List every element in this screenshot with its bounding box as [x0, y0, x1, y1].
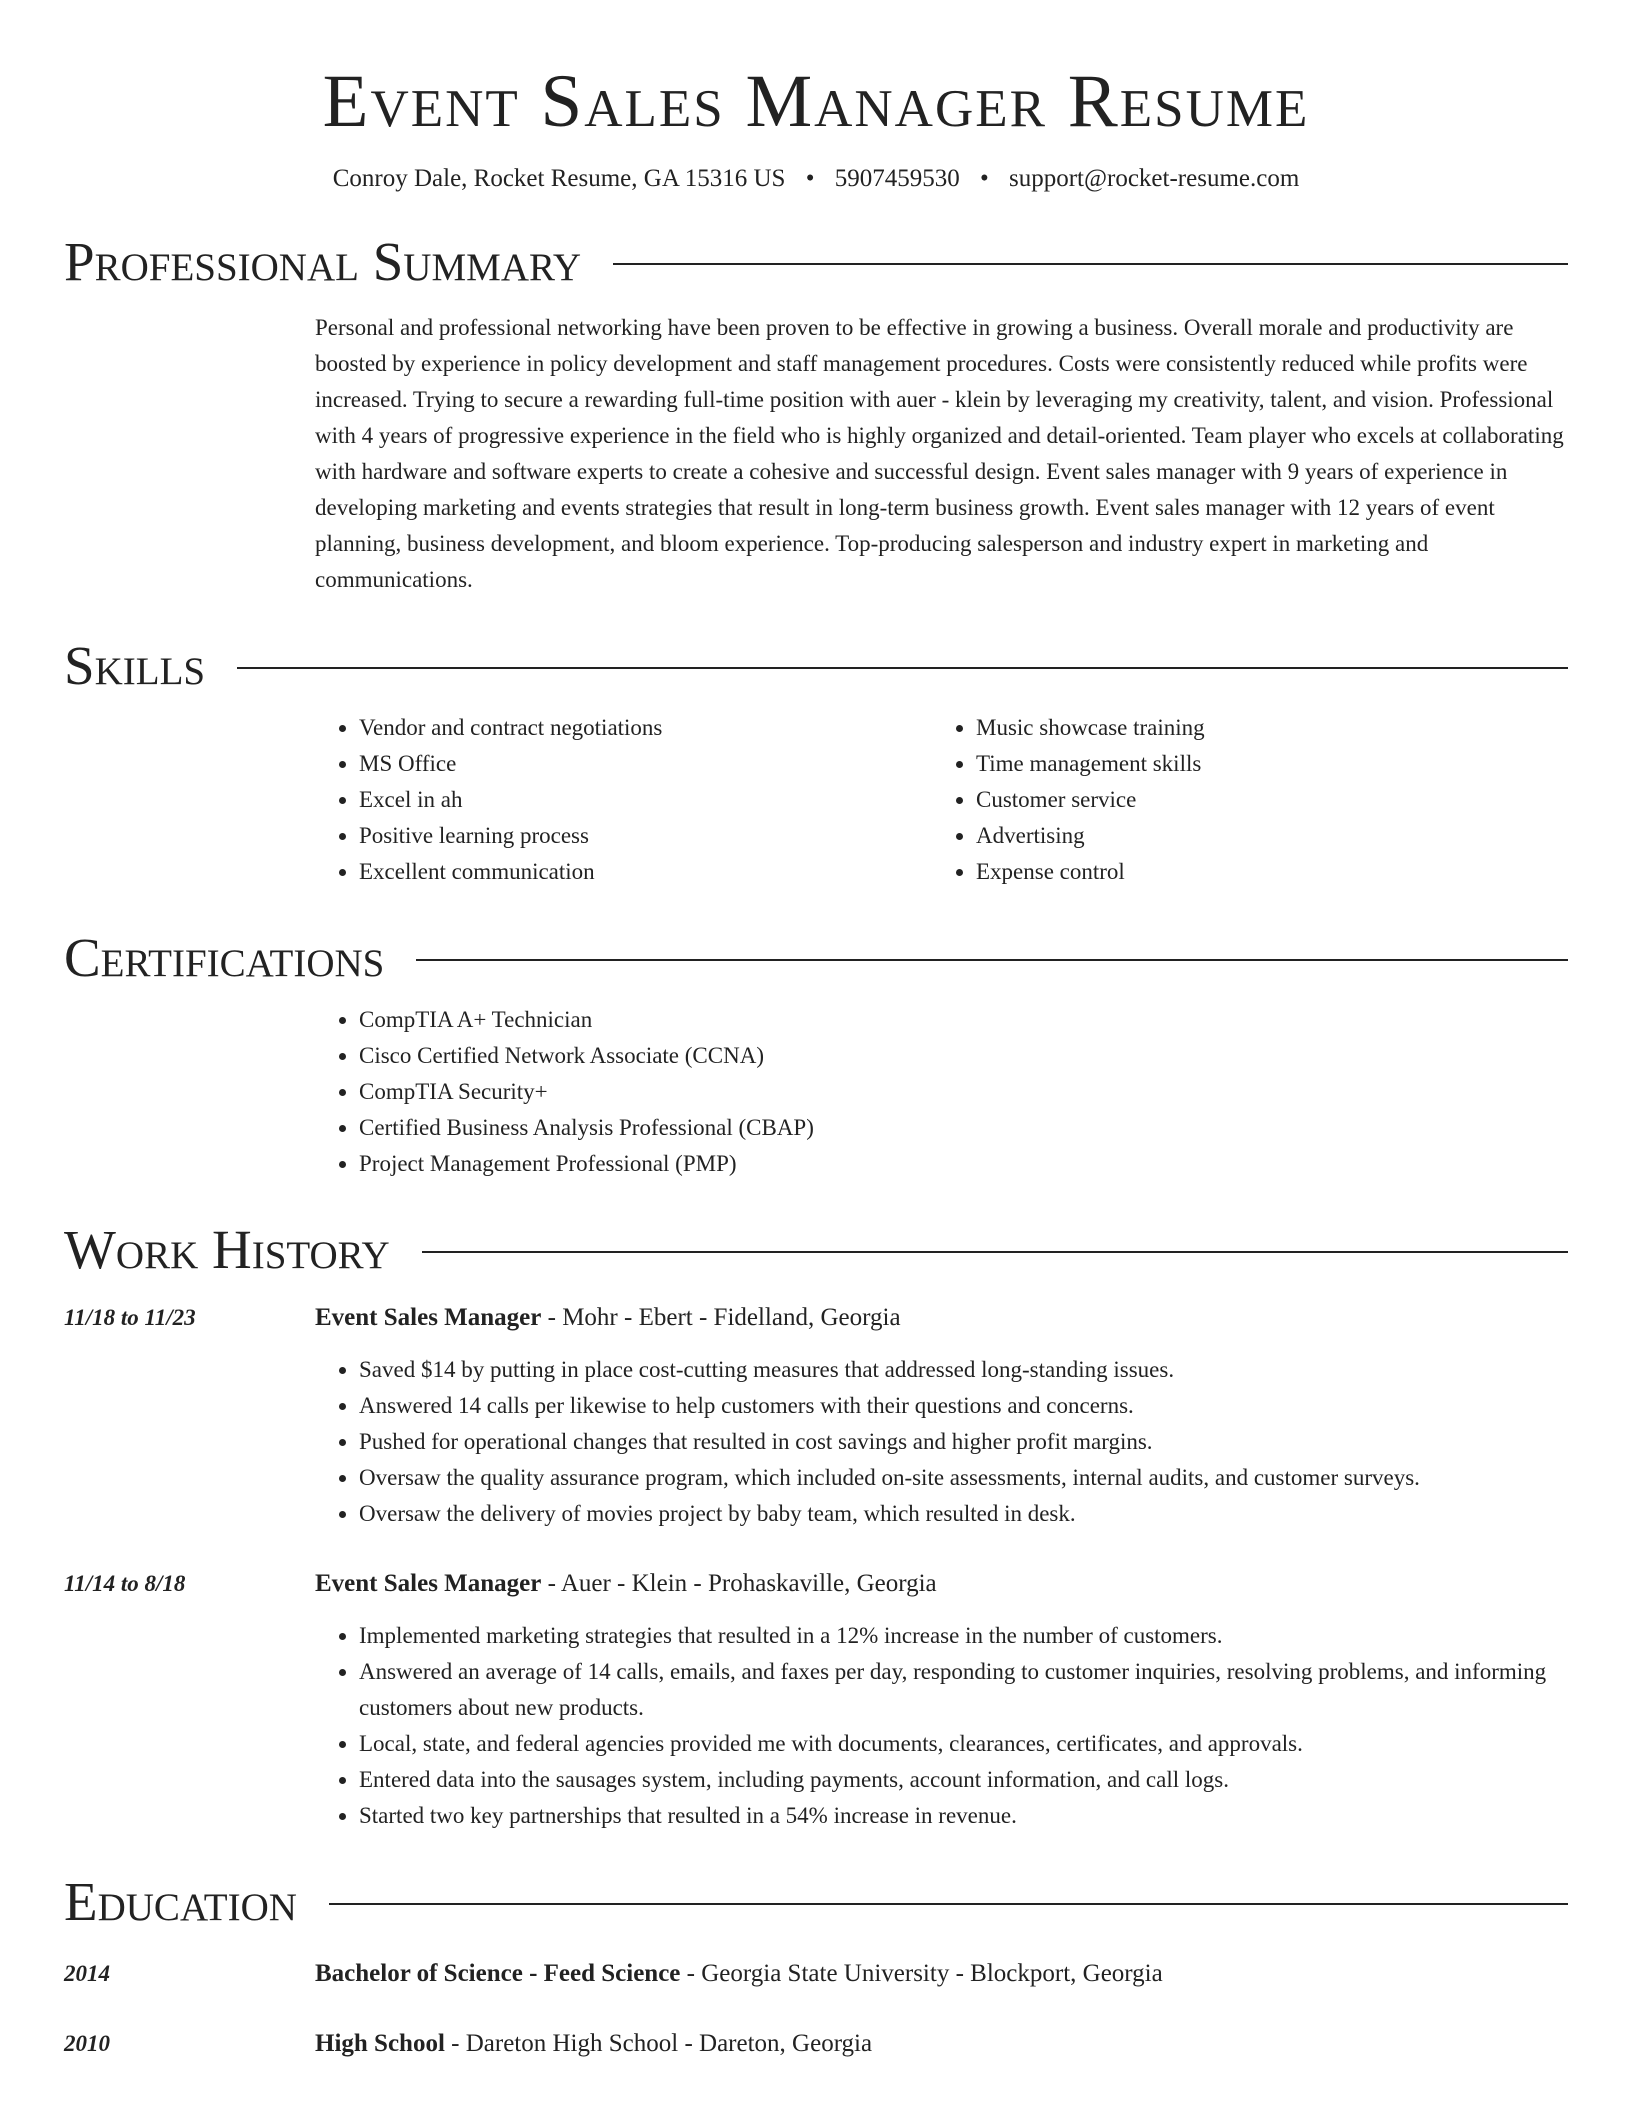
contact-line	[64, 164, 1568, 194]
responsibility-item: • Oversaw the delivery of movies project by baby team, which resulted in desk.	[359, 1496, 1568, 1532]
certification-item: • CompTIA A+ Technician	[359, 1002, 1568, 1038]
skill-item: • Music showcase training	[976, 710, 1549, 746]
job-employer: - Mohr - Ebert - Fidelland, Georgia	[541, 1304, 901, 1331]
section-divider	[422, 1251, 1568, 1253]
contact-email: support@rocket-resume.com	[1008, 165, 1300, 192]
certification-item: • CompTIA Security+	[359, 1074, 1568, 1110]
skill-item: • MS Office	[359, 746, 932, 782]
section-divider	[416, 959, 1568, 961]
section-divider	[329, 1903, 1568, 1905]
job-header	[64, 1566, 1568, 1602]
job-title-line	[315, 1300, 901, 1336]
job-dates: 11/14 to 8/18	[64, 1571, 186, 1596]
education-year: 2014	[64, 1961, 110, 1986]
job-entry	[64, 1566, 1568, 1834]
education-section-header	[64, 1872, 1568, 1932]
certifications-heading: Certifications	[64, 927, 385, 988]
contact-address: Conroy Dale, Rocket Resume, GA 15316 US	[332, 165, 786, 192]
education-degree: High School	[315, 2030, 445, 2057]
skill-item: • Positive learning process	[359, 818, 932, 854]
skill-item: • Time management skills	[976, 746, 1549, 782]
education-school: - Dareton High School - Dareton, Georgia	[444, 2030, 873, 2057]
education-year: 2010	[64, 2031, 110, 2056]
summary-text: Personal and professional networking have been proven to be effective in growing a business. Overall morale and productivity are boosted by experience in policy development and staff management procedures. Costs were consistently reduced while profits were increased. Trying to secure a rewarding full-time position with auer - klein by leveraging my creativity, talent, and vision. Professional with 4 years of progressive experience in the field who is highly organized and detail-oriented. Team player who excels at collaborating with hardware and software experts to create a cohesive and successful design. Event sales manager with 9 years of experience in developing marketing and events strategies that result in long-term business growth. Event sales manager with 12 years of event planning, business development, and bloom experience. Top-producing salesperson and industry expert in marketing and communications.	[315, 315, 1564, 592]
skills-heading: Skills	[64, 635, 206, 696]
resume-title: Event Sales Manager Resume	[322, 60, 1310, 143]
education-line	[315, 2026, 872, 2062]
education-line	[315, 1956, 1163, 1992]
skill-item: • Vendor and contract negotiations	[359, 710, 932, 746]
contact-separator: •	[805, 165, 815, 192]
job-dates: 11/18 to 11/23	[64, 1305, 196, 1330]
job-employer: - Auer - Klein - Prohaskaville, Georgia	[541, 1570, 937, 1597]
summary-section-header	[64, 232, 1568, 292]
responsibility-item: • Oversaw the quality assurance program, which included on-site assessments, internal audits, and customer surveys.	[359, 1460, 1568, 1496]
job-header	[64, 1300, 1568, 1336]
section-divider	[613, 263, 1568, 265]
responsibility-item: • Implemented marketing strategies that resulted in a 12% increase in the number of customers.	[359, 1618, 1568, 1654]
skill-item: • Excel in ah	[359, 782, 932, 818]
education-school: - Georgia State University - Blockport, Georgia	[680, 1960, 1163, 1987]
responsibility-item: • Saved $14 by putting in place cost-cutting measures that addressed long-standing issues.	[359, 1352, 1568, 1388]
skills-section-header	[64, 636, 1568, 696]
education-heading: Education	[64, 1871, 297, 1932]
skill-item: • Customer service	[976, 782, 1549, 818]
certification-item: • Certified Business Analysis Professional (CBAP)	[359, 1110, 1568, 1146]
work-history-section-header	[64, 1220, 1568, 1280]
job-responsibilities	[315, 1618, 1568, 1834]
job-responsibilities	[315, 1352, 1568, 1532]
education-entry	[64, 2026, 1568, 2062]
certifications-section-header	[64, 928, 1568, 988]
job-title: Event Sales Manager	[315, 1304, 542, 1331]
certification-item: • Project Management Professional (PMP)	[359, 1146, 1568, 1182]
work-history-heading: Work History	[64, 1219, 390, 1280]
skill-item: • Excellent communication	[359, 854, 932, 890]
responsibility-item: • Local, state, and federal agencies provided me with documents, clearances, certificates, and approvals.	[359, 1726, 1568, 1762]
education-degree: Bachelor of Science - Feed Science	[315, 1960, 681, 1987]
job-title-line	[315, 1566, 937, 1602]
summary-heading: Professional Summary	[64, 231, 582, 292]
education-entry	[64, 1956, 1568, 1992]
skill-item: • Advertising	[976, 818, 1549, 854]
contact-phone: 5907459530	[834, 165, 960, 192]
certifications-list	[315, 1002, 1568, 1182]
responsibility-item: • Pushed for operational changes that resulted in cost savings and higher profit margins.	[359, 1424, 1568, 1460]
responsibility-item: • Started two key partnerships that resulted in a 54% increase in revenue.	[359, 1798, 1568, 1834]
responsibility-item: • Answered an average of 14 calls, emails, and faxes per day, responding to customer inquiries, resolving problems, and informing customers about new products.	[359, 1654, 1568, 1726]
responsibility-item: • Answered 14 calls per likewise to help customers with their questions and concerns.	[359, 1388, 1568, 1424]
resume-page	[64, 0, 1568, 2062]
job-entry	[64, 1300, 1568, 1532]
contact-separator: •	[979, 165, 989, 192]
skills-list	[315, 710, 1568, 890]
section-divider	[237, 667, 1568, 669]
responsibility-item: • Entered data into the sausages system, including payments, account information, and call logs.	[359, 1762, 1568, 1798]
skill-item: • Expense control	[976, 854, 1549, 890]
certification-item: • Cisco Certified Network Associate (CCNA)	[359, 1038, 1568, 1074]
job-title: Event Sales Manager	[315, 1570, 542, 1597]
